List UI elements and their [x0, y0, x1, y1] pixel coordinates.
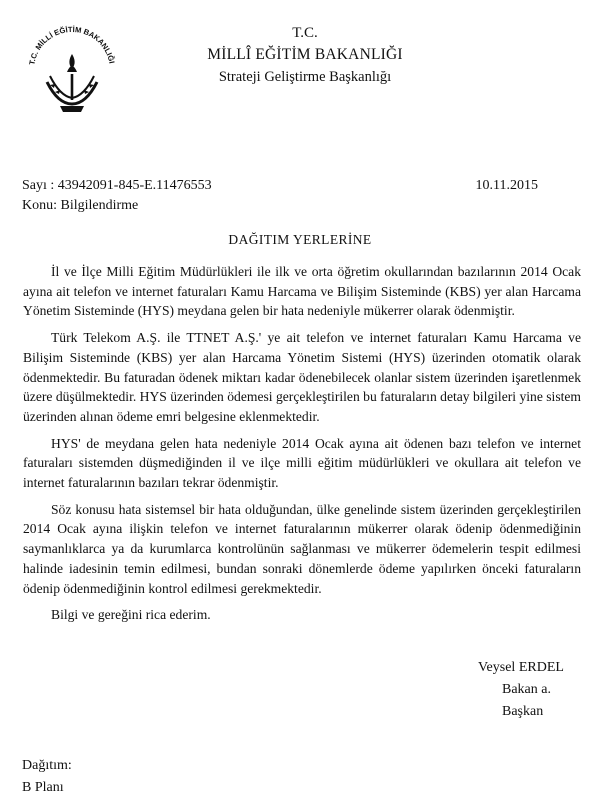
distribution-block — [22, 755, 72, 799]
distribution-label: Dağıtım: — [22, 758, 72, 773]
header-tc: T.C. — [292, 25, 318, 41]
ministry-logo — [20, 14, 124, 118]
body-paragraph: Söz konusu hata sistemsel bir hata olduğundan, ülke genelinde sistem üzerinden gerçekleştirilen 2014 Ocak ayına ilişkin telefon ve internet faturalarının mükerrer olarak ödenip ödenmediğinin saymanlıklarca ya da kurumlarca kontrolünün sağlanması ve mükerrer ödemelerin tespit edilmesi halinde iadesinin temin edilmesi, bundan sonraki dönemlerde ödeme yapılırken önceki faturaların ödenip ödenmediğinin kontrol edilmesi gerekmektedir. — [23, 501, 581, 596]
header-ministry: MİLLÎ EĞİTİM BAKANLIĞI — [207, 46, 403, 63]
letterhead — [190, 22, 420, 88]
document-number: Sayı : 43942091-845-E.11476553 — [22, 178, 212, 193]
signatory-title: Bakan a. — [502, 682, 551, 697]
recipients-heading: DAĞITIM YERLERİNE — [228, 232, 372, 247]
body-paragraph: İl ve İlçe Milli Eğitim Müdürlükleri ile ilk ve orta öğretim okullarından bazılarının 2014 Ocak ayına ait telefon ve internet faturaları Kamu Harcama ve Bilişim Sisteminde (KBS) yer alan Harcama Yönetim Sisteminde (HYS) meydana gelen bir hata nedeniyle mükerrer olarak ödenmiştir. — [23, 264, 581, 319]
body-paragraph: HYS' de meydana gelen hata nedeniyle 2014 Ocak ayına ait ödenen bazı telefon ve internet faturaları sistemden düşmediğinden il ve ilçe milli eğitim müdürlükleri ve okullara ait telefon ve internet faturalarının bazıları tekrar ödenmiştir. — [23, 435, 581, 491]
signatory-name: Veysel ERDEL — [478, 660, 564, 675]
signatory-position: Başkan — [502, 704, 544, 719]
document-subject: Konu: Bilgilendirme — [22, 198, 139, 213]
letter-body — [23, 262, 581, 632]
document-meta — [22, 176, 212, 216]
body-paragraph: Bilgi ve gereğini rica ederim. — [51, 607, 211, 623]
distribution-value: B Planı — [22, 780, 64, 795]
body-paragraph: Türk Telekom A.Ş. ile TTNET A.Ş.' ye ait telefon ve internet faturaları Kamu Harcama ve Bilişim Sisteminde (KBS) yer alan Harcama Yönetim Sistemi (HYS) üzerinden otomatik olarak ödenmektedir. Bu faturadan ödenek miktarı kadar ödenebilecek olanlar sistem üzerinden işaretlenmek üzere düşülmektedir. HYS üzerinden ödemesi gerçekleştirilen bu faturaların detay bilgileri yine sistem üzerinden alınan ödeme emri belgesine eklenmektedir. — [23, 330, 581, 424]
svg-text:T.C. MİLLİ EĞİTİM BAKANLIĞI: T.C. MİLLİ EĞİTİM BAKANLIĞI — [27, 24, 117, 66]
header-department: Strateji Geliştirme Başkanlığı — [218, 69, 392, 85]
document-date: 10.11.2015 — [475, 178, 538, 193]
signature-block — [478, 657, 564, 723]
